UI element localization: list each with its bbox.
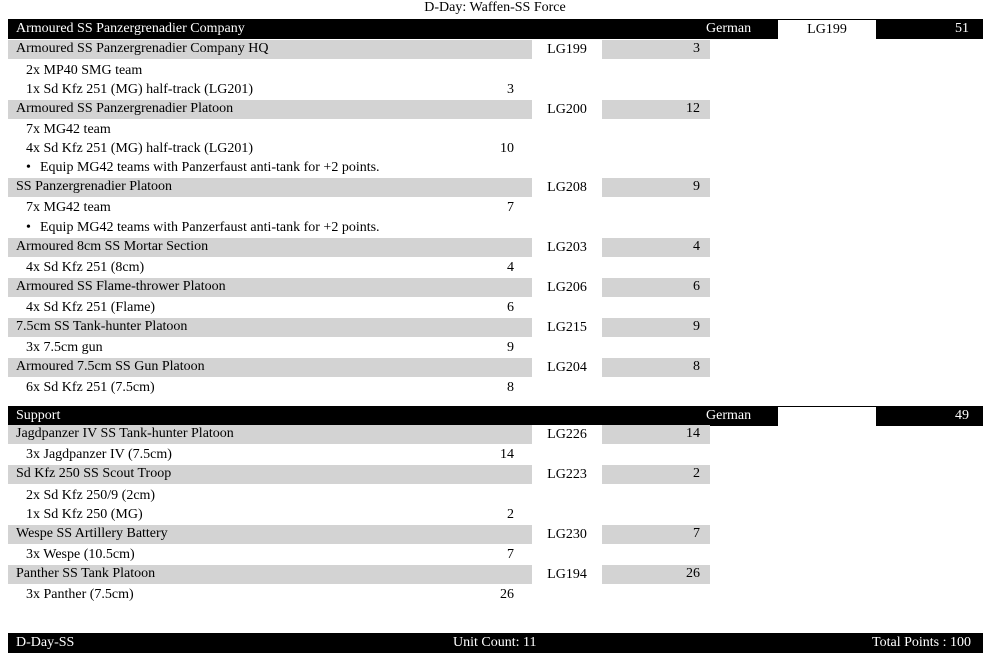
unit-line-points: 7 <box>507 200 514 215</box>
unit-header <box>8 425 710 444</box>
unit-line: 4x Sd Kfz 251 (Flame) <box>26 300 156 315</box>
unit-line-points: 4 <box>507 260 514 275</box>
unit-line-points: 2 <box>507 507 514 522</box>
unit-line: 4x Sd Kfz 251 (MG) half-track (LG201) <box>26 141 254 156</box>
unit-name: Armoured 7.5cm SS Gun Platoon <box>16 359 205 374</box>
unit-line: 7x MG42 team <box>26 122 111 137</box>
unit-name: Armoured SS Panzergrenadier Platoon <box>16 101 234 116</box>
unit-name: Sd Kfz 250 SS Scout Troop <box>16 466 172 481</box>
unit-name: Armoured SS Flame-thrower Platoon <box>16 279 226 294</box>
unit-code: LG215 <box>532 318 602 338</box>
unit-code: LG194 <box>532 565 602 585</box>
unit-code: LG206 <box>532 278 602 298</box>
unit-points: 8 <box>693 359 700 374</box>
unit-line: 3x Wespe (10.5cm) <box>26 547 135 562</box>
footer-bar <box>8 633 983 653</box>
unit-header <box>8 525 710 544</box>
unit-points: 6 <box>693 279 700 294</box>
unit-code: LG204 <box>532 358 602 378</box>
unit-header <box>8 278 710 297</box>
unit-line-points: 10 <box>500 141 514 156</box>
unit-name: Panther SS Tank Platoon <box>16 566 156 581</box>
unit-line: 2x MP40 SMG team <box>26 63 143 78</box>
unit-name: Wespe SS Artillery Battery <box>16 526 168 541</box>
unit-line: 6x Sd Kfz 251 (7.5cm) <box>26 380 155 395</box>
unit-points: 4 <box>693 239 700 254</box>
unit-name: 7.5cm SS Tank-hunter Platoon <box>16 319 188 334</box>
unit-header <box>8 238 710 257</box>
unit-code: LG208 <box>532 178 602 198</box>
unit-line-points: 7 <box>507 547 514 562</box>
unit-points: 3 <box>693 41 700 56</box>
unit-count: Unit Count: 11 <box>453 635 537 650</box>
unit-header <box>8 318 710 337</box>
section-code: LG199 <box>778 20 876 39</box>
unit-header <box>8 100 710 119</box>
section-header-company <box>8 19 983 39</box>
unit-code: LG200 <box>532 100 602 120</box>
unit-header <box>8 178 710 197</box>
unit-line-points: 26 <box>500 587 514 602</box>
unit-line: 4x Sd Kfz 251 (8cm) <box>26 260 145 275</box>
unit-code: LG226 <box>532 425 602 445</box>
unit-line: 2x Sd Kfz 250/9 (2cm) <box>26 488 156 503</box>
section-header-support <box>8 406 983 426</box>
unit-code: LG223 <box>532 465 602 485</box>
unit-header <box>8 465 710 484</box>
unit-line-points: 14 <box>500 447 514 462</box>
force-name: D-Day-SS <box>16 635 75 650</box>
unit-line: 3x Jagdpanzer IV (7.5cm) <box>26 447 172 462</box>
unit-header <box>8 40 710 59</box>
unit-name: SS Panzergrenadier Platoon <box>16 179 173 194</box>
section-nation: German <box>706 21 752 36</box>
section-points: 51 <box>955 21 969 36</box>
unit-points: 14 <box>686 426 700 441</box>
unit-option: Equip MG42 teams with Panzerfaust anti-tank for +2 points. <box>40 220 380 235</box>
unit-line: 1x Sd Kfz 250 (MG) <box>26 507 143 522</box>
section-name: Armoured SS Panzergrenadier Company <box>16 21 245 36</box>
unit-code: LG199 <box>532 40 602 60</box>
unit-line-points: 9 <box>507 340 514 355</box>
unit-header <box>8 358 710 377</box>
document-title: D-Day: Waffen-SS Force <box>424 0 566 15</box>
unit-line: 3x 7.5cm gun <box>26 340 103 355</box>
unit-points: 26 <box>686 566 700 581</box>
unit-points: 9 <box>693 319 700 334</box>
unit-name: Armoured 8cm SS Mortar Section <box>16 239 209 254</box>
unit-option: Equip MG42 teams with Panzerfaust anti-tank for +2 points. <box>40 160 380 175</box>
unit-name: Armoured SS Panzergrenadier Company HQ <box>16 41 269 56</box>
unit-line: 7x MG42 team <box>26 200 111 215</box>
unit-code: LG203 <box>532 238 602 258</box>
total-points: Total Points : 100 <box>872 635 971 650</box>
unit-line-points: 6 <box>507 300 514 315</box>
unit-header <box>8 565 710 584</box>
section-code <box>778 407 876 426</box>
bullet-icon: • <box>26 160 31 175</box>
bullet-icon: • <box>26 220 31 235</box>
unit-line-points: 3 <box>507 82 514 97</box>
unit-points: 12 <box>686 101 700 116</box>
unit-code: LG230 <box>532 525 602 545</box>
unit-points: 2 <box>693 466 700 481</box>
unit-points: 9 <box>693 179 700 194</box>
section-points: 49 <box>955 408 969 423</box>
section-nation: German <box>706 408 752 423</box>
unit-line: 3x Panther (7.5cm) <box>26 587 134 602</box>
section-name: Support <box>16 408 61 423</box>
unit-points: 7 <box>693 526 700 541</box>
unit-line: 1x Sd Kfz 251 (MG) half-track (LG201) <box>26 82 254 97</box>
unit-line-points: 8 <box>507 380 514 395</box>
unit-name: Jagdpanzer IV SS Tank-hunter Platoon <box>16 426 234 441</box>
